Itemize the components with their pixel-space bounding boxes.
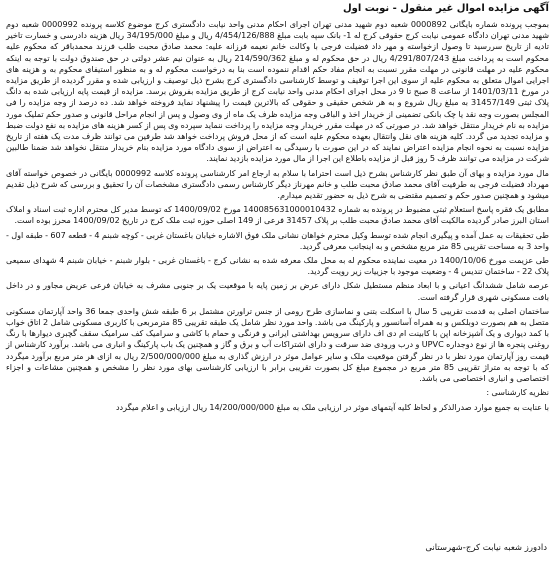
paragraph-land: عرصه شامل ششدانگ اعیانی و با ابعاد منظم مستطیل شکل دارای عرض بر زمین پایه با موقعیت یک بر جنوبی مشرف به خیابان فرعی عریض مجاور و در داخل بافت مسکونی شهری قرار گرفته است. bbox=[6, 280, 549, 302]
paragraph-expert-opinion: با عنایت به جمیع موارد صدرالذکر و لحاظ کلیه آیتمهای موثر در ارزیابی ملک به مبلغ 14/200/000/000 ریال ارزیابی و اعلام میگردد bbox=[115, 401, 549, 412]
signature-footer bbox=[425, 542, 547, 554]
paragraph-intro: بموجب پرونده شماره بایگانی 0000892 شعبه دوم شهید مدنی تهران اجرای احکام مدنی واحد نیابت دادگستری کرج موضوع کلاسه پرونده 0000992 شعبه دوم شهید مدنی تهران دادگاه عمومی نیابت کرج حقوقی کرج له 1- بانک سپه بابت مبلغ 4/454/126/888 ریال و مبلغ 34/195/000 ریال هزینه دادرسی و خسارت تاخیر تادیه از تاریخ سررسید تا وصول ازخواسته و مهر داد فضیلت فرجی با وکالت خانم نعیمه فرزانه علیه: محمد صادق محبت طلب فرزند محمدباقر که محکوم علیه محکوم است به پرداخت مبلغ 4/291/807/243 ریال در حق محکوم له و مبلغ 214/590/362 ریال به عنوان نیم عشر دولتی در حق صندوق دولت با توجه به اینکه محکوم علیه در مهلت قانونی در مهلت مقرر نسبت به انجام مفاد حکم اقدام ننموده است بنا به درخواست محکوم له و به منظور استیفای محکوم به و هزینه های اجرایی اموال متعلق به محکوم علیه از سوی این اجرا توقیف و توسط کارشناسی دادگستری کرج بشرح ذیل توصیف و ارزیابی شده و مقرر گردیده از طریق مزایده در مورخ 1401/03/11 از ساعت 8 صبح تا 9 در محل اجرای احکام مدنی واحد نیابت کرج از طریق مزایده بفروش برسد. مزایده از قیمت پایه ارزیابی شده به دانگ پلاک ثبتی 31457/149 به مبلغ ریال شروع و به هر شخص حقیقی و حقوقی که بالاترین قیمت را پیشنهاد نماید فروخته خواهد شد. ده درصد از وجه مزایده را فی المجلس بصورت وجه نقد یا چک بانکی تضمینی از خریدار اخذ و الباقی وجه مزایده ظرف یک ماه از وی وصول و پس از انجام مراحل قانونی و صدور حکم تملیک مورد مزایده به نام خریدار منتقل خواهد شد. در صورتی که در مهلت مقرر خریدار وجه مزایده را پرداخت ننماید سپرده وی پس از کسر هزینه های مزایده به نفع دولت ضبط و مزایده تجدید می گردد. کلیه هزینه های نقل وانتقال بعهده محکوم علیه است که از محل فروش پرداخت خواهد شد طرفین می توانند ظرف مدت یک هفته از تاریخ مزایده نسبت به نحوه انجام مزایده اعتراض نمایند که در این صورت با رسیدگی به اعتراض از سوی دادگاه مورد مزایده بنام خریدار منتقل نخواهد شد ضمنا طالبین شرکت در مزایده می توانند ظرف 5 روز قبل از مزایده باطلاع این اجرا از مال مورد مزایده بازدید نمایند. bbox=[6, 19, 550, 164]
footer-line-officer: دادورز شعبه نیابت کرج-شهرستانی bbox=[425, 543, 547, 553]
paragraph-expert-intro: مال مورد مزایده و بهای آن طبق نظر کارشناس بشرح ذیل است احتراما با سلام به ارجاع امر کارشناسی پرونده کلاسه 0000992 بایگانی در خصوص خواسته آقای مهرداد فضیلت فرجی به طرفیت آقای محمد صادق محبت طلب و خانم مهرناز دیگر کارشناس رسمی دادگستری مشخصات آن را تحقیق و بررسی که شرح ذیل تقدیم میشود و همچنین صدور حکم و تصمیم مقتضی به شرح ذیل به حضور تقدیم میدارم. bbox=[6, 167, 549, 201]
paragraph-address: طی تحقیقات به عمل آمده و پیگیری انجام شده توسط وکیل محترم خواهان نشانی ملک فوق الاشاره خیابان باغستان غربی - کوچه شبنم 4 - قطعه 607 - طبقه اول - واحد 3 به مساحت تقریبی 85 متر مربع مشخص و به اینجانب معرفی گردید. bbox=[6, 229, 549, 251]
paragraph-expert-opinion-heading: نظریه کارشناسی : bbox=[486, 387, 549, 398]
document-title: آگهی مزایده اموال غیر منقول - نوبت اول bbox=[343, 3, 549, 14]
paragraph-building: ساختمان اصلی به قدمت تقریبی 5 سال با اسکلت بتنی و نماسازی طرح رومی از جنس تراورتن مشتمل بر 6 طبقه شش واحدی جمعا 36 واحد آپارتمان مسکونی متصل به هم بصورت دوبلکس و به همراه آسانسور و پارکینگ می باشد. واحد مورد نظر شامل یک طبقه تقریبی 85 مترمربعی با کاربری مسکونی شامل 2 اتاق خواب با کمد دیواری و یک آشپزخانه اپن با کابینت ام دی اف دارای سرویس بهداشتی ایرانی و فرنگی و حمام با کاشی و سرامیک کف سرامیک سقف گچبری دیوارها با رنگ روغنی پنجره ها از نوع دوجداره UPVC و درب ورودی ضد سرقت و دارای اشتراکات آب و برق و گاز و همچنین یک باب پارکینگ و انباری می باشد. برآورد کارشناس از قیمت روز آپارتمان مورد نظر با در نظر گرفتن موقعیت ملک و سایر عوامل موثر در ارزش گذاری به مبلغ 2/500/000/000 ریال به ازای هر متر مربع برآورد میگردد که با توجه به متراژ تقریبی 85 متر مربع در مجموع مبلغ کل بصورت تقریبی برابر با ارزیابی کارشناسی بهای مورد نظر را مشخص و همچنین مشاعات و اجزاء اختصاصی و انباری اختصاصی می باشد. bbox=[6, 305, 549, 384]
paragraph-site-visit: طی عزیمت مورخ 1400/10/06 در معیت نماینده محکوم له به محل ملک معرفه شده به نشانی کرج - باغستان غربی - بلوار شبنم - خیابان شبنم 4 شهدای سمیعی پلاک 22 - ساختمان تندیس 4 - وضعیت موجود با جزییات زیر رویت گردید. bbox=[6, 255, 549, 277]
paragraph-registry-inquiry: مطابق یک فقره پاسخ استعلام ثبتی مضبوط در پرونده به شماره 140085631000010432 مورخ 1400/09/02 که توسط مدیر کل محترم اداره ثبت اسناد و املاک استان البرز صادر گردیده مالکیت آقای محمد صادق محبت طلب بر پلاک 31457 فرعی از 149 اصلی حوزه ثبت ملک کرج در تاریخ 1400/09/02 محرز بوده است. bbox=[6, 204, 550, 226]
